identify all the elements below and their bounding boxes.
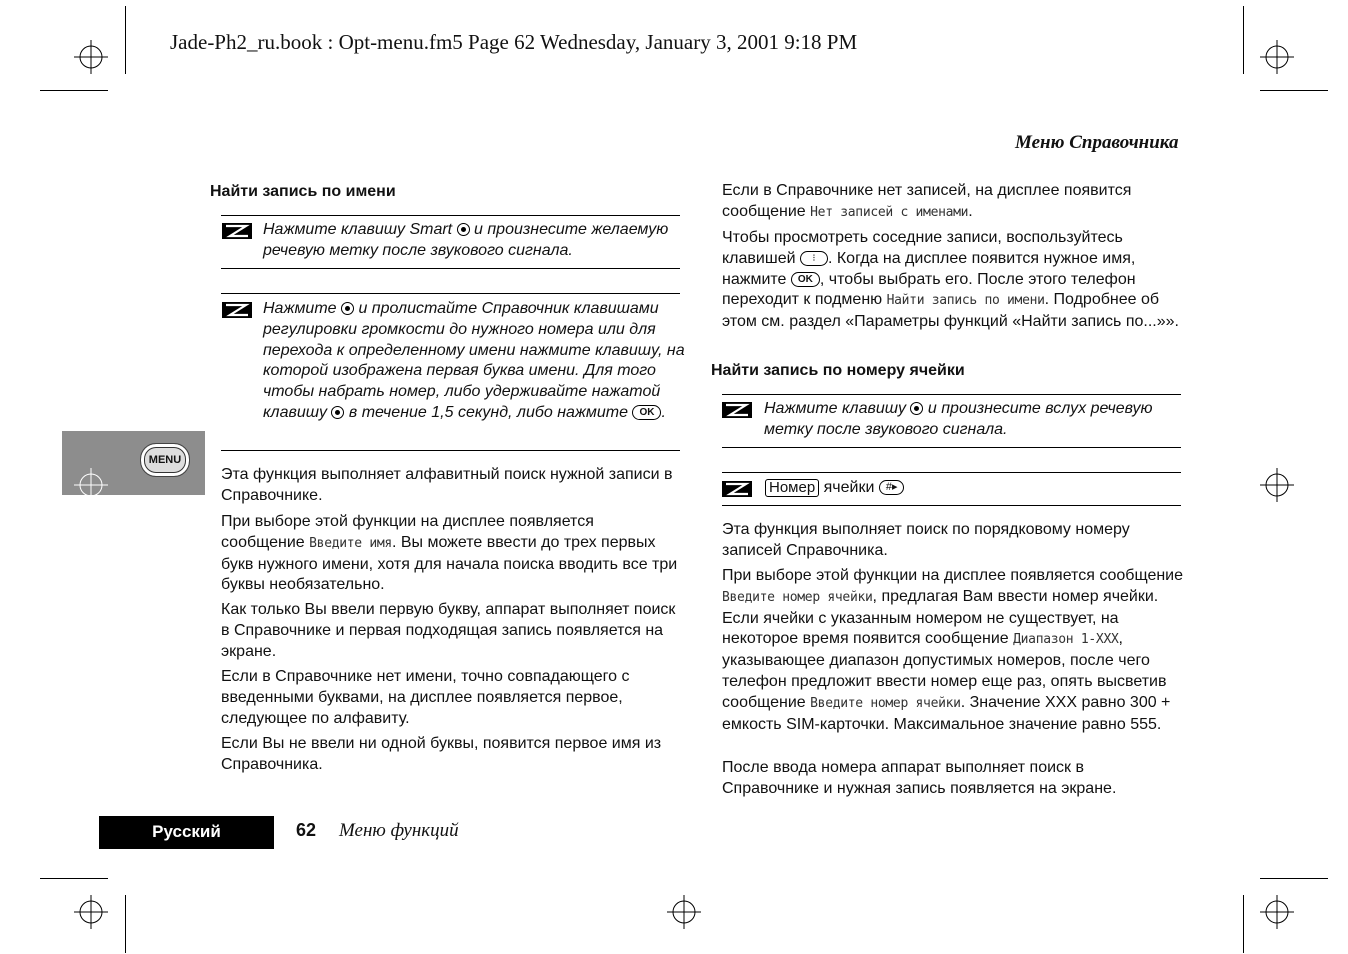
crop-mark	[1243, 895, 1244, 953]
paragraph: Если в Справочнике нет имени, точно совпадающего с введенными буквами, на дисплее появляется первое, следующее по алфавиту.	[221, 668, 630, 727]
keypad-command-icon	[722, 481, 752, 497]
crop-mark	[40, 90, 108, 91]
language-tab: Русский	[99, 816, 274, 849]
paragraph: Эта функция выполняет алфавитный поиск нужной записи в Справочнике.	[221, 466, 673, 504]
paragraph: После ввода номера аппарат выполняет поиск в Справочнике и нужная запись появляется на экране.	[722, 759, 1117, 797]
registration-mark-icon	[667, 895, 701, 929]
smart-key-icon	[457, 223, 470, 236]
registration-mark-icon	[1260, 468, 1294, 502]
paragraph: Если в Справочнике нет записей, на дисплее появится сообщение Нет записей с именами.	[722, 182, 1132, 220]
page-number: 62	[296, 820, 317, 840]
heading-find-by-name: Найти запись по имени	[210, 183, 396, 200]
keypad-command-icon	[222, 302, 252, 318]
paragraph: Эта функция выполняет поиск по порядковому номеру записей Справочника.	[722, 521, 1130, 559]
number-softkey-icon: Номер	[765, 479, 819, 497]
smart-key-icon	[341, 302, 354, 315]
scroll-key-icon: ⁝	[800, 251, 828, 266]
lcd-text: Найти запись по имени	[886, 293, 1045, 309]
lcd-text: Введите имя	[309, 535, 392, 551]
voice-command-icon	[222, 223, 252, 239]
menu-key-icon: MENU	[140, 443, 190, 477]
paragraph: Чтобы просмотреть соседние записи, воспользуйтесь клавишей ⁝ . Когда на дисплее появится нужное имя, нажмите OK , чтобы выбрать его. После этого телефон переходит к подменю Найти запись по имени. Подробнее об этом см. раздел «Параметры функций «Найти запись по...»».	[722, 229, 1179, 331]
lcd-text: Нет записей с именами	[810, 204, 969, 220]
lcd-text: Диапазон 1-XXX	[1013, 632, 1119, 648]
registration-mark-icon	[74, 468, 108, 502]
smart-key-icon	[331, 406, 344, 419]
lcd-text: Введите номер ячейки	[810, 695, 961, 711]
divider	[221, 215, 680, 216]
divider	[221, 293, 680, 294]
crop-mark	[1260, 878, 1328, 879]
heading-find-by-slot: Найти запись по номеру ячейки	[711, 362, 965, 379]
lcd-text: Введите номер ячейки	[722, 589, 873, 605]
divider	[722, 394, 1181, 395]
divider	[221, 268, 680, 269]
step-slot-keys: Номер ячейки #▸	[765, 479, 904, 497]
step-browse-name: Нажмите и пролистайте Справочник клавишами регулировки громкости до нужного номера или для перехода к определенному имени нажмите клавишу, на которой изображена первая буква имени. Для того чтобы набрать номер, либо удерживайте нажатой клавишу в течение 1,5 секунд, либо нажмите OK .	[263, 300, 685, 421]
divider	[722, 447, 1181, 448]
crop-mark	[1260, 90, 1328, 91]
paragraph: Если Вы не ввели ни одной буквы, появится первое имя из Справочника.	[221, 735, 662, 773]
smart-key-icon	[910, 402, 923, 415]
voice-command-icon	[722, 402, 752, 418]
paragraph: При выборе этой функции на дисплее появляется сообщение Введите имя. Вы можете ввести до трех первых букв нужного имени, хотя для начала поиска вводить все три буквы необязательно.	[221, 513, 678, 594]
hash-key-icon: #▸	[879, 480, 905, 495]
ok-key-icon: OK	[791, 272, 820, 287]
registration-mark-icon	[74, 40, 108, 74]
crop-mark	[125, 6, 126, 74]
crop-mark	[1243, 6, 1244, 74]
registration-mark-icon	[1260, 895, 1294, 929]
step-voice-name: Нажмите клавишу Smart и произнесите желаемую речевую метку после звукового сигнала.	[263, 221, 669, 259]
registration-mark-icon	[74, 895, 108, 929]
divider	[722, 505, 1181, 506]
crop-mark	[40, 878, 108, 879]
ok-key-icon: OK	[632, 405, 661, 420]
registration-mark-icon	[1260, 40, 1294, 74]
divider	[221, 450, 680, 451]
step-voice-slot: Нажмите клавишу и произнесите вслух речевую метку после звукового сигнала.	[764, 400, 1153, 438]
file-header: Jade-Ph2_ru.book : Opt-menu.fm5 Page 62 Wednesday, January 3, 2001 9:18 PM	[170, 30, 858, 54]
divider	[722, 472, 1181, 473]
paragraph: Как только Вы ввели первую букву, аппарат выполняет поиск в Справочнике и первая подходящая запись появляется на экране.	[221, 601, 676, 660]
paragraph: При выборе этой функции на дисплее появляется сообщение Введите номер ячейки, предлагая Вам ввести номер ячейки. Если ячейки с указанным номером не существует, на некоторое время появится сообщение Диапазон 1-XXX, указывающее диапазон допустимых номеров, после чего телефон предложит ввести номер еще раз, опять высветив сообщение Введите номер ячейки. Значение XXX равно 300 + емкость SIM-карточки. Максимальное значение равно 555.	[722, 567, 1184, 733]
section-title: Меню Справочника	[1015, 132, 1179, 153]
chapter-title: Меню функций	[339, 820, 459, 841]
crop-mark	[125, 895, 126, 953]
